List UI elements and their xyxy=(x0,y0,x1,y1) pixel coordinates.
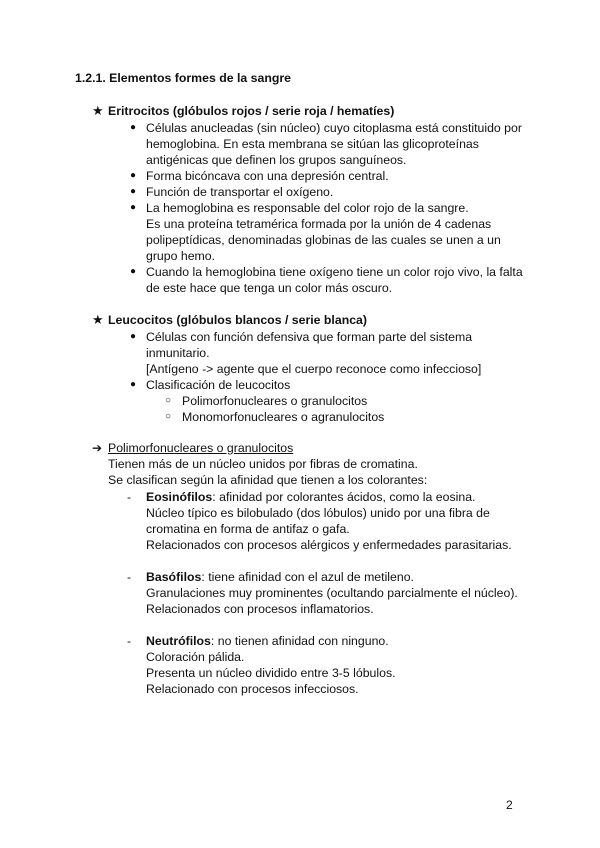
eritrocitos-line: Forma bicóncava con una depresión central. xyxy=(146,169,389,183)
bullet-dot-icon: ● xyxy=(130,202,137,213)
leucocitos-line: inmunitario. xyxy=(146,346,210,360)
basofilos-line: Relacionados con procesos inflamatorios. xyxy=(146,602,374,616)
bullet-dot-icon: ● xyxy=(130,170,137,181)
eritrocitos-title: Eritrocitos (glóbulos rojos / serie roja / hematíes) xyxy=(108,104,395,118)
dash-bullet-icon: - xyxy=(127,490,131,504)
eritrocitos-line: Cuando la hemoglobina tiene oxígeno tiene un color rojo vivo, la falta xyxy=(146,265,523,279)
eosinofilos-name: Eosinófilos xyxy=(146,490,213,504)
bullet-circle-icon: ○ xyxy=(165,395,172,406)
star-bullet-icon: ★ xyxy=(92,103,104,118)
eritrocitos-line: polipeptídicas, denominadas globinas de las cuales se unen a un xyxy=(146,233,501,247)
basofilos-desc: : tiene afinidad con el azul de metileno. xyxy=(201,570,414,584)
eritrocitos-line: La hemoglobina es responsable del color rojo de la sangre. xyxy=(146,201,469,215)
star-bullet-icon: ★ xyxy=(92,312,104,327)
basofilos-line: Granulaciones muy prominentes (ocultando parcialmente el núcleo). xyxy=(146,586,518,600)
neutrofilos-desc: : no tienen afinidad con ninguno. xyxy=(210,634,389,648)
dash-bullet-icon: - xyxy=(127,634,131,648)
neutrofilos-line: Relacionado con procesos infecciosos. xyxy=(146,682,359,696)
leucocitos-title: Leucocitos (glóbulos blancos / serie blanca) xyxy=(108,313,367,327)
eosinofilos-line: cromatina en forma de antifaz o gafa. xyxy=(146,522,350,536)
basofilos-first-line xyxy=(146,569,414,585)
leucocitos-line: Clasificación de leucocitos xyxy=(146,378,291,392)
leucocitos-line: [Antígeno -> agente que el cuerpo reconoce como infeccioso] xyxy=(146,362,482,376)
eosinofilos-desc: : afinidad por colorantes ácidos, como la eosina. xyxy=(212,490,476,504)
eritrocitos-line: Función de transportar el oxígeno. xyxy=(146,185,334,199)
eritrocitos-line: Células anucleadas (sin núcleo) cuyo citoplasma está constituido por xyxy=(146,121,522,135)
eritrocitos-line: hemoglobina. En esta membrana se sitúan las glicoproteínas xyxy=(146,137,479,151)
polimorfo-intro: Tienen más de un núcleo unidos por fibras de cromatina. xyxy=(108,457,418,471)
eosinofilos-line: Relacionados con procesos alérgicos y enfermedades parasitarias. xyxy=(146,538,512,552)
bullet-dot-icon: ● xyxy=(130,331,137,342)
bullet-dot-icon: ● xyxy=(130,379,137,390)
leucocitos-line: Células con función defensiva que forman parte del sistema xyxy=(146,330,473,344)
neutrofilos-line: Coloración pálida. xyxy=(146,650,245,664)
dash-bullet-icon: - xyxy=(127,570,131,584)
eosinofilos-line: Núcleo típico es bilobulado (dos lóbulos) unido por una fibra de xyxy=(146,506,490,520)
neutrofilos-name: Neutrófilos xyxy=(146,634,211,648)
arrow-bullet-icon: ➔ xyxy=(92,441,103,455)
bullet-dot-icon: ● xyxy=(130,266,137,277)
page-number: 2 xyxy=(506,798,513,812)
neutrofilos-first-line xyxy=(146,633,389,649)
eosinofilos-first-line xyxy=(146,489,475,505)
eritrocitos-line: antigénicas que definen los grupos sanguíneos. xyxy=(146,153,407,167)
bullet-dot-icon: ● xyxy=(130,186,137,197)
eritrocitos-line: de este hace que tenga un color más oscuro. xyxy=(146,281,393,295)
basofilos-name: Basófilos xyxy=(146,570,202,584)
neutrofilos-line: Presenta un núcleo dividido entre 3-5 lóbulos. xyxy=(146,666,396,680)
section-heading: 1.2.1. Elementos formes de la sangre xyxy=(75,71,291,85)
eritrocitos-line: Es una proteína tetramérica formada por la unión de 4 cadenas xyxy=(146,217,492,231)
polimorfo-intro: Se clasifican según la afinidad que tienen a los colorantes: xyxy=(108,473,428,487)
bullet-circle-icon: ○ xyxy=(165,411,172,422)
polimorfo-title: Polimorfonucleares o granulocitos xyxy=(108,441,294,455)
bullet-dot-icon: ● xyxy=(130,122,137,133)
eritrocitos-line: grupo hemo. xyxy=(146,249,216,263)
leucocitos-sub-item: Polimorfonucleares o granulocitos xyxy=(182,394,368,408)
leucocitos-sub-item: Monomorfonucleares o agranulocitos xyxy=(182,410,385,424)
